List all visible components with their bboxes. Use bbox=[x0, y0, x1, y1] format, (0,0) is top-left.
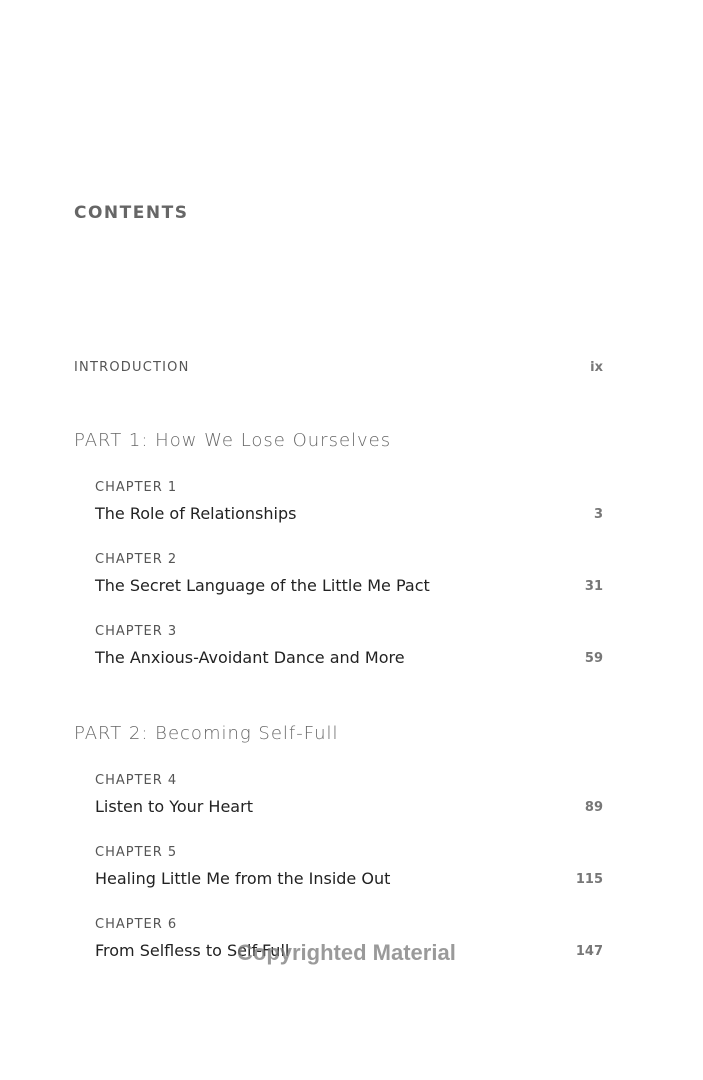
introduction-label: INTRODUCTION bbox=[74, 360, 190, 375]
chapter-page-number: 59 bbox=[584, 651, 603, 666]
toc-entry-chapter-2[interactable] bbox=[95, 552, 603, 598]
chapter-title: From Selfless to Self-Full bbox=[95, 941, 290, 960]
chapter-label: CHAPTER 1 bbox=[95, 480, 178, 495]
part-1-heading: PART 1: How We Lose Ourselves bbox=[74, 430, 392, 451]
copyright-watermark: Copyrighted Material bbox=[237, 940, 456, 965]
chapter-label: CHAPTER 4 bbox=[95, 773, 178, 788]
toc-entry-chapter-3[interactable] bbox=[95, 624, 603, 670]
introduction-page-number: ix bbox=[590, 360, 603, 375]
chapter-page-number: 31 bbox=[584, 579, 603, 594]
chapter-page-number: 3 bbox=[593, 507, 603, 522]
chapter-title: Listen to Your Heart bbox=[95, 797, 253, 816]
chapter-page-number: 147 bbox=[575, 944, 603, 959]
chapter-title: The Secret Language of the Little Me Pact bbox=[95, 576, 430, 595]
chapter-label: CHAPTER 5 bbox=[95, 845, 178, 860]
chapter-title: Healing Little Me from the Inside Out bbox=[95, 869, 391, 888]
part-2-heading: PART 2: Becoming Self-Full bbox=[74, 723, 339, 744]
page-title: CONTENTS bbox=[74, 203, 189, 223]
chapter-page-number: 89 bbox=[584, 800, 603, 815]
toc-entry-chapter-4[interactable] bbox=[95, 773, 603, 819]
toc-entry-introduction[interactable] bbox=[74, 360, 603, 378]
chapter-title: The Role of Relationships bbox=[95, 504, 297, 523]
toc-entry-chapter-5[interactable] bbox=[95, 845, 603, 891]
chapter-label: CHAPTER 2 bbox=[95, 552, 178, 567]
toc-entry-chapter-1[interactable] bbox=[95, 480, 603, 526]
chapter-label: CHAPTER 6 bbox=[95, 917, 178, 932]
chapter-label: CHAPTER 3 bbox=[95, 624, 178, 639]
chapter-title: The Anxious-Avoidant Dance and More bbox=[95, 648, 405, 667]
chapter-page-number: 115 bbox=[575, 872, 603, 887]
